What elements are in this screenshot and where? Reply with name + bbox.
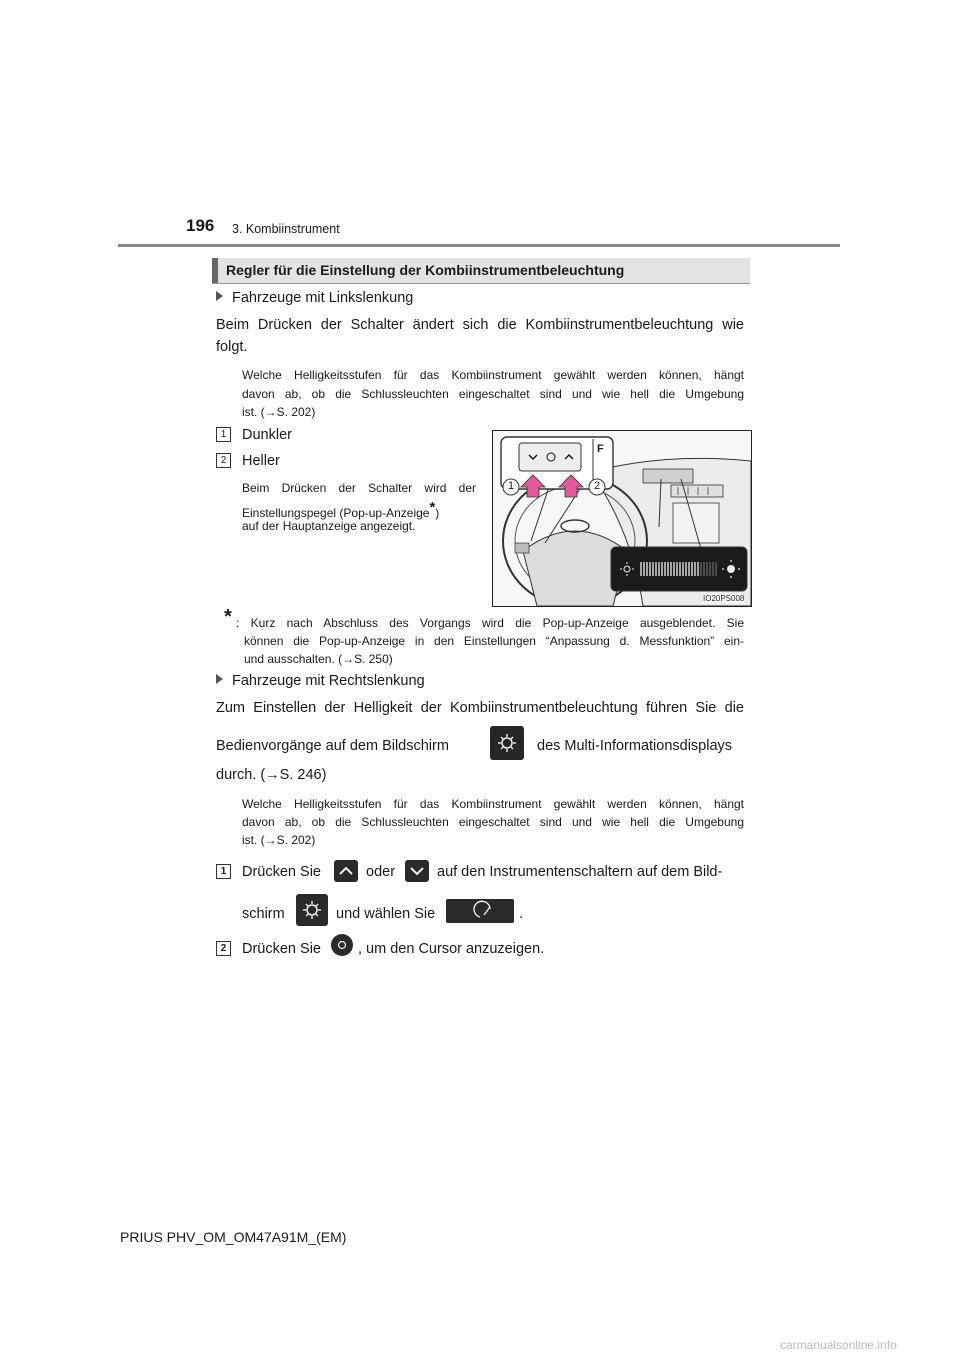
section-accent xyxy=(212,258,218,283)
rhd-heading xyxy=(216,673,425,689)
rhd-text-line-3: durch. (→S. 246) xyxy=(216,767,327,783)
chevron-up-icon xyxy=(334,860,358,882)
item-label-heller: Heller xyxy=(242,453,280,469)
lhd-note-line-2: davon ab, ob die Schlussleuchten eingeschaltet sind und wie hell die Umgebung xyxy=(242,387,744,401)
lhd-text-line-1: Beim Drücken der Schalter ändert sich die Kombiinstrumentbeleuchtung wie xyxy=(216,317,744,333)
step2-text-a: Drücken Sie xyxy=(242,941,321,957)
lhd-note-line-1: Welche Helligkeitsstufen für das Kombiinstrument gewählt werden können, hängt xyxy=(242,368,744,382)
rhd-text-line-2a: Bedienvorgänge auf dem Bildschirm xyxy=(216,738,449,754)
watermark: carmanualsonline.info xyxy=(780,1338,897,1352)
step1-text-b: oder xyxy=(366,864,396,880)
item2-desc-line-2a: Einstellungspegel (Pop-up-Anzeige xyxy=(242,506,430,520)
step1-text-d: schirm xyxy=(242,906,285,922)
footnote-marker: * xyxy=(224,606,232,628)
triangle-bullet-icon xyxy=(216,674,223,684)
rhd-note-line-2: davon ab, ob die Schlussleuchten eingeschaltet sind und wie hell die Umgebung xyxy=(242,815,744,829)
step-number-2: 2 xyxy=(216,941,231,956)
figure-callout-1: 1 xyxy=(507,480,515,492)
rhd-heading-text: Fahrzeuge mit Rechtslenkung xyxy=(232,673,425,689)
footnote-line-3: und ausschalten. (→S. 250) xyxy=(244,652,393,666)
cockpit-drawing xyxy=(493,431,751,606)
chapter-title: 3. Kombiinstrument xyxy=(232,222,340,236)
item2-desc-line-2b: ) xyxy=(435,506,440,520)
item-label-dunkler: Dunkler xyxy=(242,427,292,443)
step1-text-f: . xyxy=(519,906,524,922)
item-number-2: 2 xyxy=(216,453,231,468)
chevron-down-icon xyxy=(405,860,429,882)
step2-text-b: , um den Cursor anzuzeigen. xyxy=(358,941,545,957)
step1-text-c: auf den Instrumentenschaltern auf dem Bild- xyxy=(437,864,723,880)
lhd-note-line-3: ist. (→S. 202) xyxy=(242,405,316,419)
item-number-1: 1 xyxy=(216,427,231,442)
triangle-bullet-icon xyxy=(216,291,223,301)
rhd-note-line-3: ist. (→S. 202) xyxy=(242,833,316,847)
instrument-illustration xyxy=(492,430,752,607)
center-select-button-icon xyxy=(331,934,353,956)
rhd-text-line-2b: des Multi-Informationsdisplays xyxy=(537,738,733,754)
item2-star: * xyxy=(429,499,436,516)
step-number-1: 1 xyxy=(216,864,231,879)
lhd-heading-text: Fahrzeuge mit Linkslenkung xyxy=(232,290,414,306)
rhd-text-line-1: Zum Einstellen der Helligkeit der Kombiinstrumentbeleuchtung führen Sie die xyxy=(216,700,744,716)
figure-corner-label: F xyxy=(597,443,604,455)
document-id: PRIUS PHV_OM_OM47A91M_(EM) xyxy=(120,1229,347,1245)
page-number: 196 xyxy=(186,216,215,235)
lhd-text-line-2: folgt. xyxy=(216,339,248,355)
settings-gear-icon xyxy=(490,726,524,760)
meter-function-icon xyxy=(446,899,514,923)
item2-desc-line-3: auf der Hauptanzeige angezeigt. xyxy=(242,519,416,533)
step1-text-a: Drücken Sie xyxy=(242,864,321,880)
figure-callout-2: 2 xyxy=(593,480,601,492)
figure-code: IO20PS008 xyxy=(703,594,745,603)
section-title: Regler für die Einstellung der Kombiinstrumentbeleuchtung xyxy=(226,262,625,278)
item2-desc-line-1: Beim Drücken der Schalter wird der xyxy=(242,481,476,495)
lhd-heading xyxy=(216,290,413,306)
header-rule xyxy=(118,244,840,247)
settings-gear-icon xyxy=(296,894,328,926)
section-heading xyxy=(212,258,750,284)
footnote-line-2: können die Pop-up-Anzeige in den Einstellungen “Anpassung d. Messfunktion” ein- xyxy=(244,634,744,648)
footnote-line-1: : Kurz nach Abschluss des Vorgangs wird die Pop-up-Anzeige ausgeblendet. Sie xyxy=(236,616,744,630)
step1-text-e: und wählen Sie xyxy=(336,906,436,922)
rhd-note-line-1: Welche Helligkeitsstufen für das Kombiinstrument gewählt werden können, hängt xyxy=(242,797,744,811)
